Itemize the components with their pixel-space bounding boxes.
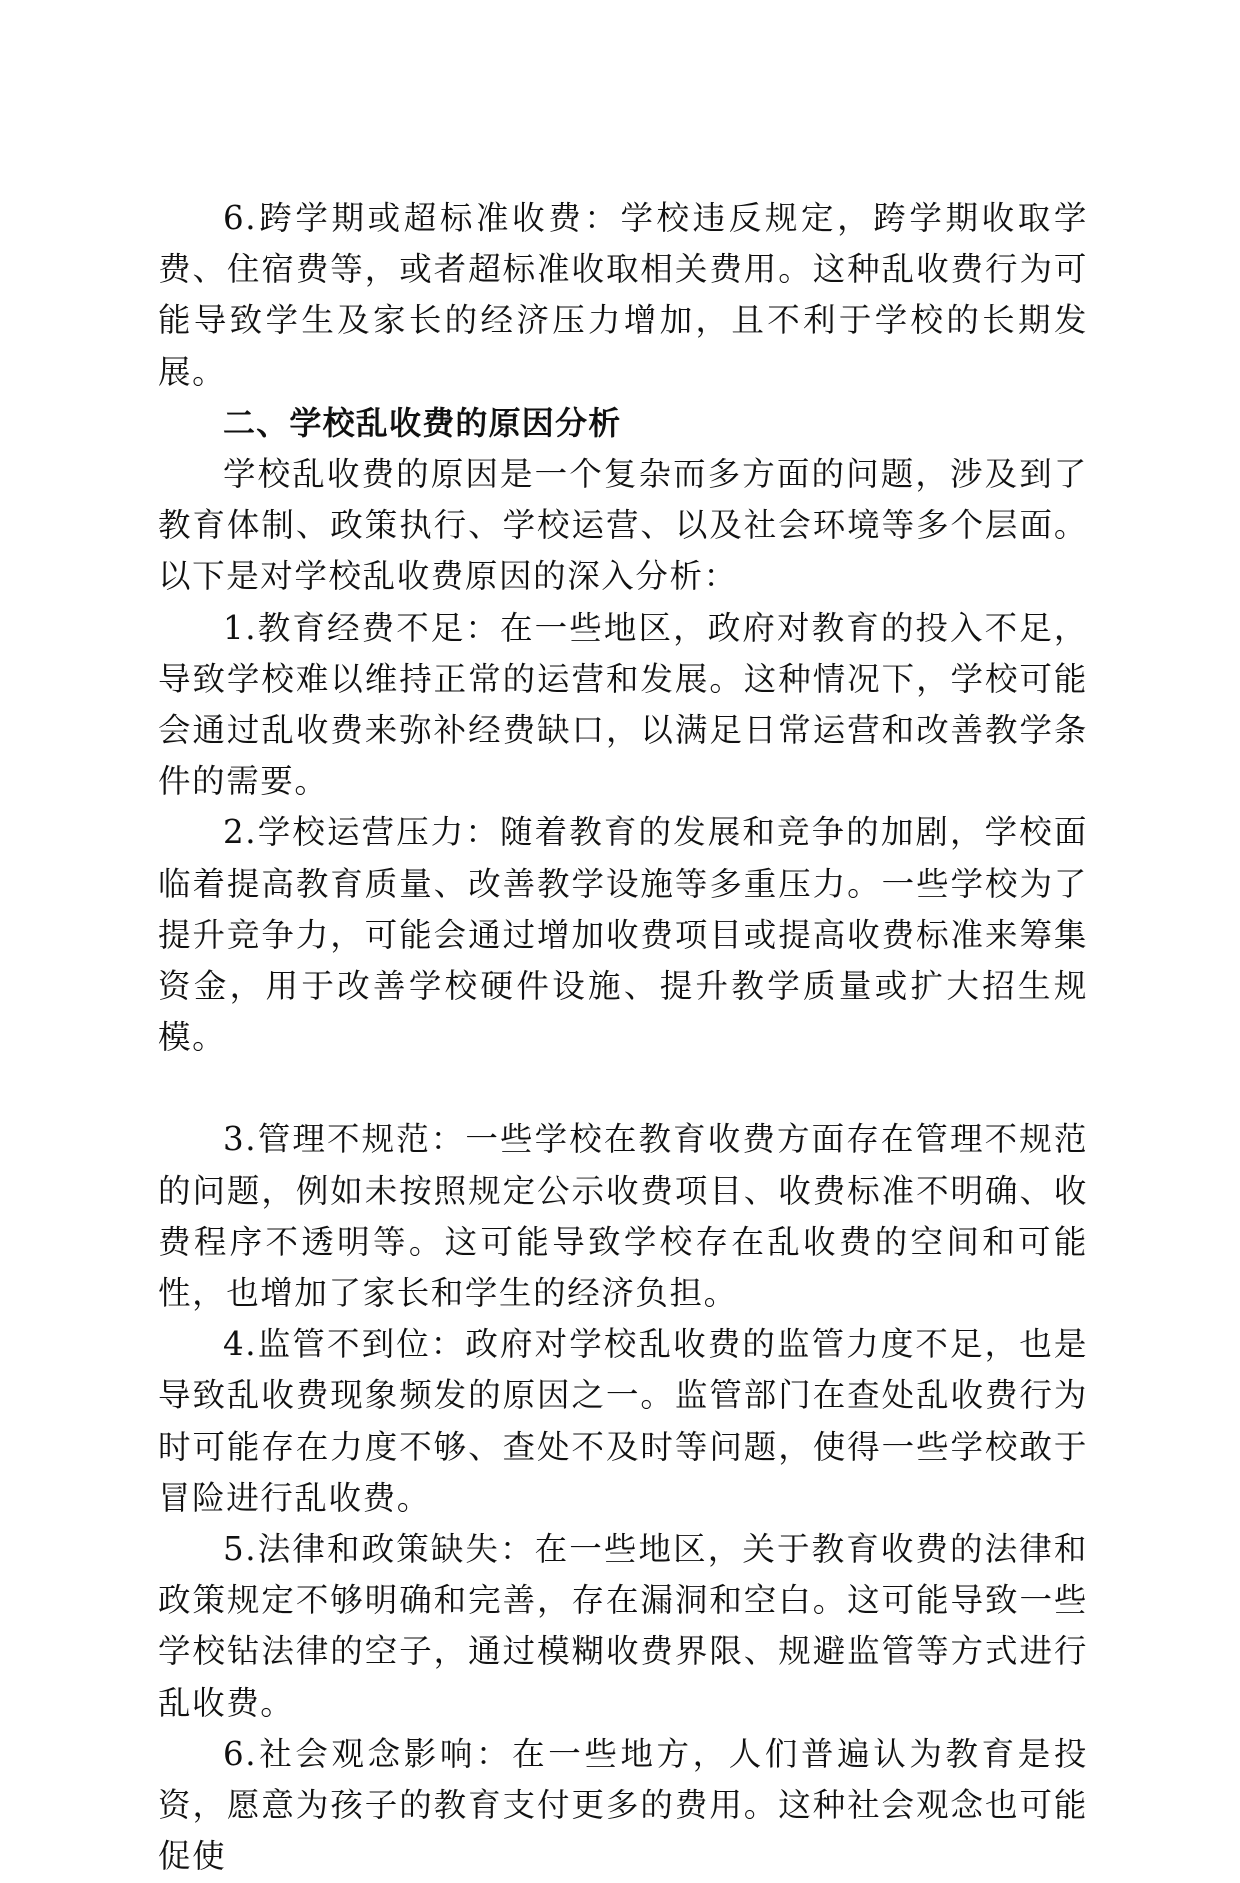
paragraph-legal-gaps: 5.法律和政策缺失：在一些地区，关于教育收费的法律和政策规定不够明确和完善，存在漏洞和空白。这可能导致一些学校钻法律的空子，通过模糊收费界限、规避监管等方式进行乱收费。 (158, 1530, 1088, 1722)
paragraph-cross-semester-fees: 6.跨学期或超标准收费：学校违反规定，跨学期收取学费、住宿费等，或者超标准收取相关费用。这种乱收费行为可能导致学生及家长的经济压力增加，且不利于学校的长期发展。 (158, 199, 1088, 391)
section-heading-cause-analysis: 二、学校乱收费的原因分析 (223, 403, 622, 442)
paragraph-intro: 学校乱收费的原因是一个复杂而多方面的问题，涉及到了教育体制、政策执行、学校运营、以及社会环境等多个层面。以下是对学校乱收费原因的深入分析： (158, 455, 1088, 596)
blank-line (158, 1063, 1088, 1114)
paragraph-weak-supervision: 4.监管不到位：政府对学校乱收费的监管力度不足，也是导致乱收费现象频发的原因之一。监管部门在查处乱收费行为时可能存在力度不够、查处不及时等问题，使得一些学校敢于冒险进行乱收费。 (158, 1325, 1088, 1517)
paragraph-social-attitudes: 6.社会观念影响：在一些地方，人们普遍认为教育是投资，愿意为孩子的教育支付更多的费用。这种社会观念也可能促使 (158, 1734, 1088, 1876)
paragraph-operating-pressure: 2.学校运营压力：随着教育的发展和竞争的加剧，学校面临着提高教育质量、改善教学设施等多重压力。一些学校为了提升竞争力，可能会通过增加收费项目或提高收费标准来筹集资金，用于改善学校硬件设施、提升教学质量或扩大招生规模。 (158, 813, 1088, 1057)
paragraph-funding-shortage: 1.教育经费不足：在一些地区，政府对教育的投入不足，导致学校难以维持正常的运营和发展。这种情况下，学校可能会通过乱收费来弥补经费缺口，以满足日常运营和改善教学条件的需要。 (158, 608, 1088, 801)
paragraph-irregular-management: 3.管理不规范：一些学校在教育收费方面存在管理不规范的问题，例如未按照规定公示收费项目、收费标准不明确、收费程序不透明等。这可能导致学校存在乱收费的空间和可能性，也增加了家长和学生的经济负担。 (158, 1120, 1088, 1313)
document-body (158, 193, 1088, 1883)
